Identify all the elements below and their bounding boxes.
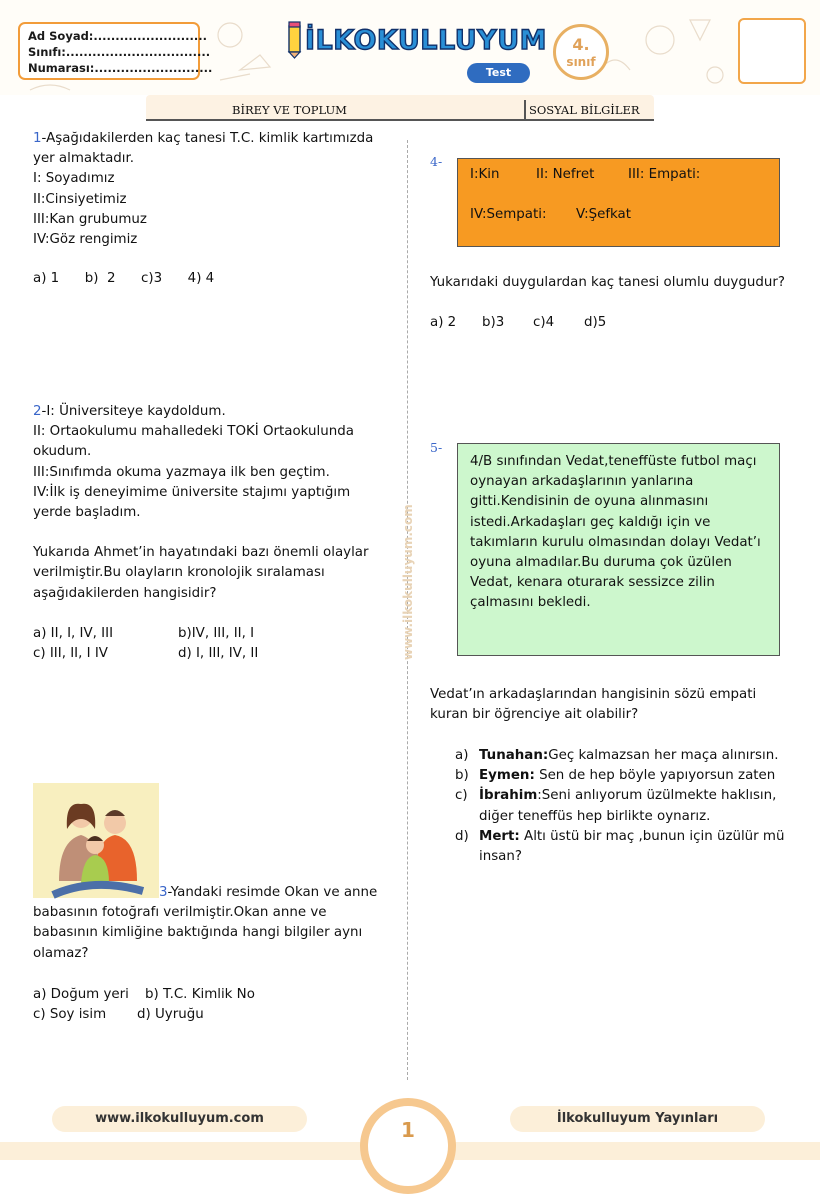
- test-badge: Test: [467, 63, 530, 83]
- option-b[interactable]: b)IV, III, II, I: [178, 626, 255, 641]
- emotion-3: III: Empati:: [628, 167, 701, 182]
- story-line: istedi.Arkadaşları geç kaldığı için ve: [470, 514, 711, 530]
- question-1-line: -Aşağıdakilerden kaç tanesi T.C. kimlik kartımızda: [41, 131, 374, 146]
- option-a[interactable]: a) 2: [430, 315, 457, 330]
- question-2-item: yerde başladım.: [33, 505, 141, 521]
- question-2-stem: verilmiştir.Bu olayların kronolojik sıralaması: [33, 565, 325, 581]
- emotion-1: I:Kin: [470, 167, 500, 182]
- option-d[interactable]: d) Mert: Altı üstü bir maç ,bunun için üzülür mü: [455, 828, 785, 844]
- story-line: çalmasını bekledi.: [470, 595, 591, 611]
- option-a[interactable]: a) II, I, IV, III: [33, 626, 114, 641]
- family-photo: [33, 783, 159, 898]
- question-1-item: III:Kan grubumuz: [33, 211, 147, 227]
- watermark-text: www.ilkokulluyum.com: [401, 504, 415, 660]
- question-2-item: IV:İlk iş deneyimime üniversite stajımı yaptığım: [33, 484, 351, 500]
- topic-separator: [524, 100, 526, 121]
- vertical-watermark: [398, 500, 418, 660]
- question-1-options[interactable]: a) 1 b) 2 c)3 4) 4: [33, 271, 215, 286]
- question-5-stem: [430, 685, 756, 725]
- pencil-icon: [289, 22, 300, 58]
- question-3-options: [33, 985, 393, 1025]
- question-4-number: 4-: [430, 154, 443, 169]
- logo-text: İLKOKULLUYUM: [305, 25, 547, 56]
- question-5-number: 5-: [430, 440, 443, 455]
- question-4-emotions-box: [457, 158, 780, 247]
- question-1-item: I: Soyadımız: [33, 171, 115, 187]
- number-field[interactable]: Numarası:...........................: [28, 61, 213, 75]
- question-2-item: III:Sınıfımda okuma yazmaya ilk ben geçtim.: [33, 464, 330, 480]
- question-1-item: II:Cinsiyetimiz: [33, 191, 127, 207]
- page-number: 1: [401, 1118, 415, 1142]
- question-2-options: [33, 624, 393, 664]
- score-box[interactable]: [738, 18, 806, 84]
- grade-badge: [553, 24, 609, 80]
- class-field[interactable]: Sınıfı:.................................: [28, 45, 211, 59]
- question-1: [33, 129, 393, 250]
- story-line: Vedat, kenara oturarak sessizce zilin: [470, 575, 715, 591]
- student-info-box: [18, 22, 213, 80]
- question-1-line: yer almaktadır.: [33, 151, 135, 167]
- option-b[interactable]: b) T.C. Kimlik No: [145, 987, 255, 1002]
- story-line: gitti.Kendisinin de oyuna alınmasını: [470, 494, 709, 510]
- grade-number: 4.: [572, 35, 590, 54]
- option-b[interactable]: b)3: [482, 315, 505, 330]
- question-3-number: 3: [159, 885, 168, 900]
- emotion-4: IV:Sempati:: [470, 207, 547, 222]
- story-line: oyuna almadılar.Bu duruma çok üzülen: [470, 555, 732, 571]
- option-c[interactable]: c) III, II, I IV: [33, 646, 108, 662]
- emotion-5: V:Şefkat: [576, 207, 632, 222]
- question-1-item: IV:Göz rengimiz: [33, 232, 138, 248]
- publisher-logo: [285, 18, 547, 58]
- question-2-item: okudum.: [33, 444, 92, 460]
- question-2: [33, 402, 393, 604]
- question-3: [33, 883, 393, 964]
- footer-publisher: İlkokulluyum Yayınları: [510, 1106, 765, 1132]
- question-3-stem: olamaz?: [33, 945, 89, 961]
- story-line: oynayan arkadaşlarının yanlarına: [470, 474, 694, 490]
- question-3-stem: -Yandaki resimde Okan ve anne: [167, 885, 378, 900]
- emotion-2: II: Nefret: [536, 167, 595, 182]
- option-d[interactable]: d)5: [584, 315, 607, 330]
- question-5-options: [455, 746, 795, 867]
- question-5-stem-line: Vedat’ın arkadaşlarından hangisinin sözü empati: [430, 687, 757, 702]
- question-3-stem: babasının kimliğine baktığında hangi bilgiler aynı: [33, 925, 363, 941]
- question-5-stem-line: kuran bir öğrenciye ait olabilir?: [430, 707, 639, 723]
- option-d-continued: insan?: [479, 849, 522, 865]
- question-3-stem: babasının fotoğrafı verilmiştir.Okan anne ve: [33, 905, 327, 921]
- option-c[interactable]: c)4: [533, 315, 555, 330]
- footer-website[interactable]: www.ilkokulluyum.com: [52, 1106, 307, 1132]
- option-a[interactable]: a) Tunahan:Geç kalmazsan her maça alınırsın.: [455, 748, 779, 763]
- question-2-item: II: Ortaokulumu mahalledeki TOKİ Ortaokulunda: [33, 424, 354, 440]
- option-b[interactable]: b) Eymen: Sen de hep böyle yapıyorsun zaten: [455, 768, 776, 784]
- grade-word: sınıf: [566, 55, 596, 69]
- option-a[interactable]: a) Doğum yeri: [33, 987, 129, 1002]
- question-1-number: 1: [33, 131, 42, 146]
- question-2-item: -I: Üniversiteye kaydoldum.: [41, 404, 226, 419]
- page-badge: [360, 1098, 456, 1194]
- option-c[interactable]: c) Soy isim: [33, 1007, 107, 1023]
- name-field[interactable]: Ad Soyad:..........................: [28, 29, 207, 43]
- option-d[interactable]: d) I, III, IV, II: [178, 646, 259, 662]
- story-line: 4/B sınıfından Vedat,teneffüste futbol maçı: [470, 454, 757, 469]
- question-2-stem: Yukarıda Ahmet’in hayatındaki bazı önemli olaylar: [33, 545, 369, 561]
- option-d[interactable]: d) Uyruğu: [137, 1007, 204, 1023]
- topic-underline: [146, 119, 654, 121]
- question-4-stem: Yukarıdaki duygulardan kaç tanesi olumlu duygudur?: [430, 275, 785, 290]
- question-5-story-box: [457, 443, 780, 656]
- option-c-continued: diğer teneffüs hep birlikte oynarız.: [479, 808, 711, 824]
- topic-title: BİREY VE TOPLUM: [232, 103, 347, 117]
- story-line: takımların kurulu olmasından dolayı Vedat’ı: [470, 534, 761, 550]
- question-4-options: [430, 313, 606, 333]
- option-c[interactable]: c) İbrahim:Seni anlıyorum üzülmekte haklısın,: [455, 788, 777, 804]
- question-2-stem: aşağıdakilerden hangisidir?: [33, 585, 217, 601]
- question-2-number: 2: [33, 404, 42, 419]
- subject-title: SOSYAL BİLGİLER: [529, 103, 640, 117]
